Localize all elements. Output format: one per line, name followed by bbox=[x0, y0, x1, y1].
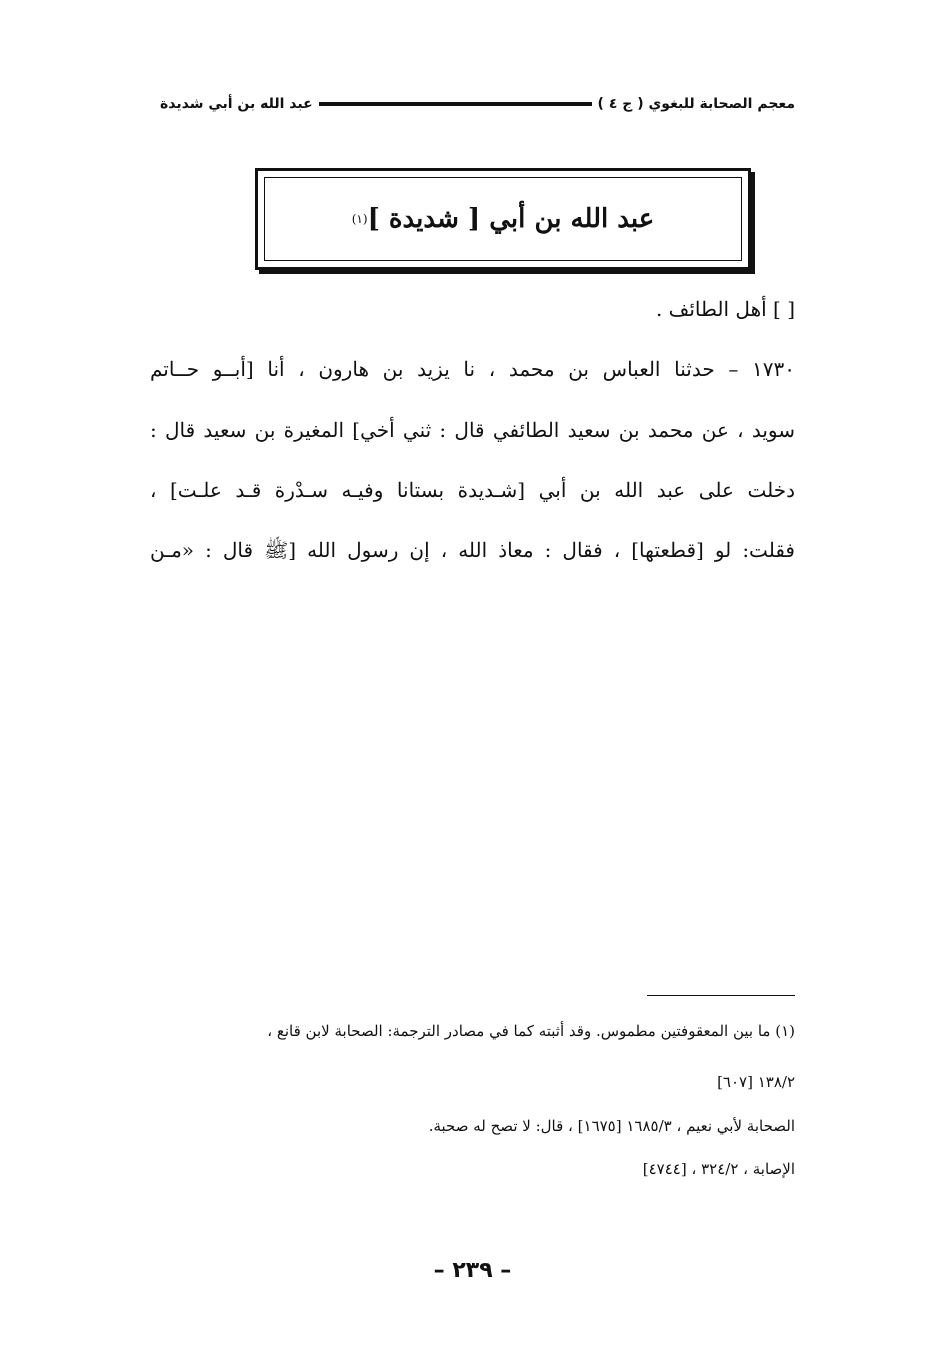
running-header bbox=[160, 92, 795, 116]
footnote-marker: (١) bbox=[351, 212, 368, 226]
footnote-line-2: ١٣٨/٢ [٦٠٧] bbox=[717, 1073, 795, 1091]
body-line-3: سويد ، عن محمد بن سعيد الطائفي قال : ثني أخي] المغيرة بن سعيد قال : bbox=[150, 418, 795, 442]
footnote-line-1: (١) ما بين المعقوفتين مطموس. وقد أثبته كما في مصادر الترجمة: الصحابة لابن قانع ، bbox=[267, 1022, 795, 1040]
body-line-2: ١٧٣٠ – حدثنا العباس بن محمد ، نا يزيد بن هارون ، أنا [أبــو حــاتم bbox=[150, 357, 795, 381]
body-line-5: فقلت: لو [قطعتها] ، فقال : معاذ الله ، إن رسول الله [ﷺ قال : «مـن bbox=[150, 538, 795, 562]
chapter-title: عبد الله بن أبي [ شديدة ] bbox=[367, 204, 655, 234]
header-entry-title: عبد الله بن أبي شديدة bbox=[160, 96, 313, 112]
footnote-line-4: الإصابة ، ٣٢٤/٢ ، [٤٧٤٤] bbox=[642, 1160, 795, 1178]
footnote-separator bbox=[647, 995, 795, 996]
header-rule bbox=[319, 102, 592, 106]
page-number: – ٢٣٩ – bbox=[433, 1258, 512, 1283]
header-book-title: معجم الصحابة للبغوي ( ج ٤ ) bbox=[597, 96, 795, 112]
footnote-line-3: الصحابة لأبي نعيم ، ١٦٨٥/٣ [١٦٧٥] ، قال: لا تصح له صحبة. bbox=[428, 1117, 795, 1135]
body-line-1: [ ] أهل الطائف . bbox=[655, 297, 795, 321]
body-line-4: دخلت على عبد الله بن أبي [شـديدة بستانا وفيـه سـدْرة قـد علـت] ، bbox=[150, 478, 795, 502]
chapter-title-box bbox=[255, 168, 751, 270]
chapter-title-frame bbox=[264, 177, 742, 261]
